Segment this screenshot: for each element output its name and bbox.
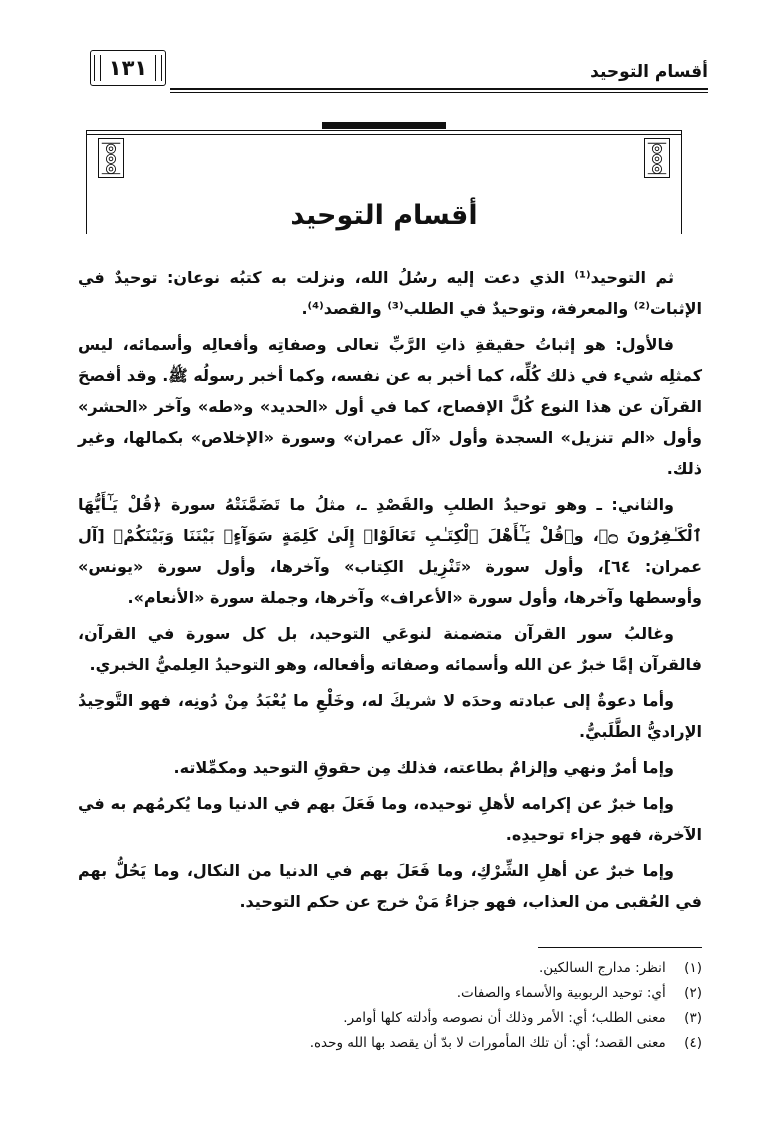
footnote-rule xyxy=(538,947,702,948)
paragraph: وإما خبرٌ عن أهلِ الشِّرْكِ، وما فَعَلَ بهم في الدنيا من النكال، وما يَحُلُّ بهم في العُقبى من العذاب، فهو جزاءُ مَنْ خرج عن حكم التوحيد. xyxy=(78,861,702,911)
footnote-number: (١) xyxy=(684,960,702,976)
paragraph: ثم التوحيد⁽¹⁾ الذي دعت إليه رسُلُ الله، ونزلت به كتبُه نوعان: توحيدٌ في الإثبات⁽²⁾ والمعرفة، وتوحيدٌ في الطلب⁽³⁾ والقصد⁽⁴⁾. xyxy=(78,268,702,318)
footnote-text: معنى القصد؛ أي: أن تلك المأمورات لا بدّ أن يقصد بها الله وحده. xyxy=(309,1035,666,1051)
header-rule xyxy=(170,88,708,90)
header-rule-thin xyxy=(170,92,708,93)
footnotes xyxy=(78,956,702,1056)
body-text xyxy=(78,262,702,922)
footnote xyxy=(78,956,702,981)
footnote-number: (٣) xyxy=(684,1010,702,1026)
footnote-text: معنى الطلب؛ أي: الأمر وذلك أن نصوصه وأدلته كلها أوامر. xyxy=(343,1010,666,1026)
ornament-icon-left xyxy=(98,138,124,178)
footnote xyxy=(78,981,702,1006)
page-number xyxy=(90,50,166,86)
ornament-icon-right xyxy=(644,138,670,178)
paragraph: وغالبُ سور القرآن متضمنة لنوعَي التوحيد، بل كل سورة في القرآن، فالقرآن إمَّا خبرٌ عن الله وأسمائه وصفاته وأفعاله، وهو التوحيدُ العِلميُّ الخبري. xyxy=(78,624,702,674)
paragraph: وإما أمرٌ ونهي وإلزامٌ بطاعته، فذلك مِن حقوقِ التوحيد ومكمِّلاته. xyxy=(173,758,674,777)
footnote xyxy=(78,1031,702,1056)
running-title: أقسام التوحيد xyxy=(590,62,708,82)
footnote xyxy=(78,1006,702,1031)
running-header xyxy=(90,58,708,88)
footnote-text: أي: توحيد الربوبية والأسماء والصفات. xyxy=(456,985,666,1001)
frame-top-line-thin xyxy=(86,134,682,135)
paragraph: والثاني: ـ وهو توحيدُ الطلبِ والقَصْدِ ـ، مثلُ ما تَضَمَّنَتْهُ سورة ﴿قُلْ يَـٰٓأَيُّهَا ٱلْكَـٰفِرُونَ ۝﴾، و﴿قُلْ يَـٰٓأَهْلَ ٱلْكِتَـٰبِ تَعَالَوْا۟ إِلَىٰ كَلِمَةٍ سَوَآءٍۭ بَيْنَنَا وَبَيْنَكُمْ﴾ [آل عمران: ٦٤]، وأول سورة «تَنْزِيل الكِتاب» وآخرها، وأول سورة «يونس» وأوسطها وآخرها، وأول سورة «الأعراف» وآخرها، وجملة سورة «الأنعام». xyxy=(78,495,703,607)
footnote-text: انظر: مدارج السالكين. xyxy=(539,960,666,976)
page-number-text: ١٣١ xyxy=(108,56,148,80)
footnote-number: (٢) xyxy=(684,985,702,1001)
footnote-number: (٤) xyxy=(684,1035,702,1051)
paragraph: فالأول: هو إثباتُ حقيقةِ ذاتِ الرَّبِّ تعالى وصفاتِه وأفعالِه وأسمائه، ليس كمثلِه شيء في ذلك كُلِّه، كما أخبر به عن نفسه، وكما أخبر رسولُه ﷺ. وقد أفصحَ القرآن عن هذا النوع كُلَّ الإفصاح، كما في أول «الحديد» و«طه» وآخر «الحشر» وأول «الم تنزيل» السجدة وأول «آل عمران» وسورة «الإخلاص» بكمالها، وغير ذلك. xyxy=(78,335,702,478)
paragraph: وأما دعوةٌ إلى عبادته وحدَه لا شريكَ له، وخَلْعِ ما يُعْبَدُ مِنْ دُونِه، فهو التَّوحِيدُ الإراديُّ الطَّلَبيُّ. xyxy=(78,691,702,741)
chapter-title: أقسام التوحيد xyxy=(290,200,478,231)
chapter-title-frame xyxy=(86,122,682,234)
frame-center-bar xyxy=(322,122,446,129)
frame-top-line xyxy=(86,130,682,131)
paragraph: وإما خبرٌ عن إكرامه لأهلِ توحيده، وما فَعَلَ بهم في الدنيا وما يُكرمُهم به في الآخرة، فهو جزاء توحيدِه. xyxy=(78,794,702,844)
